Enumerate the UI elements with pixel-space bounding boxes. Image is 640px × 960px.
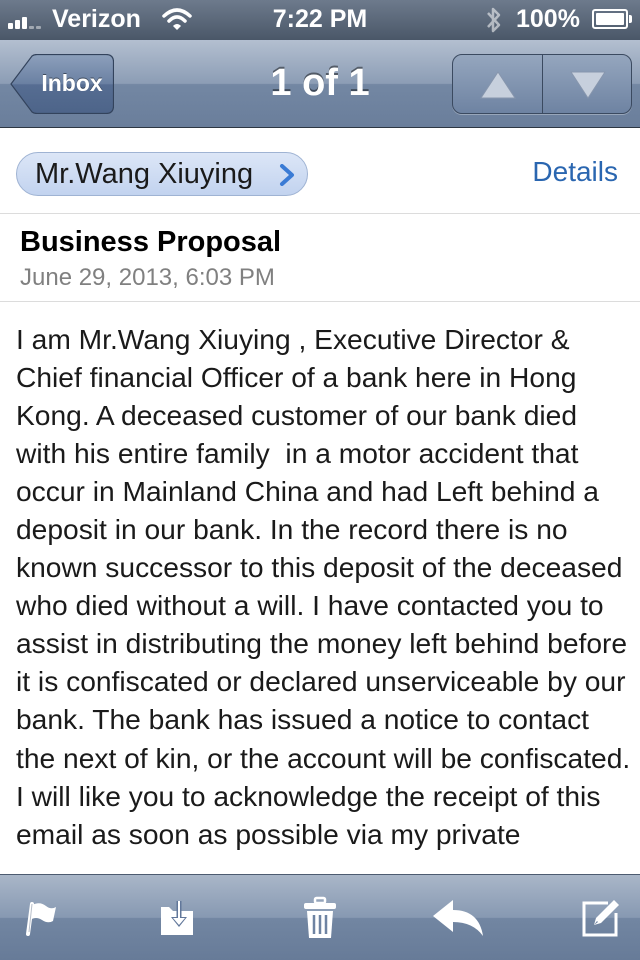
message-date: June 29, 2013, 6:03 PM — [20, 264, 275, 291]
sender-row — [0, 128, 640, 214]
reply-icon — [431, 898, 485, 938]
battery-icon — [592, 9, 632, 29]
trash-icon — [302, 896, 338, 940]
inbox-back-label: Inbox — [41, 70, 103, 96]
inbox-back-button[interactable] — [10, 54, 114, 114]
chevron-right-icon — [279, 164, 295, 186]
sender-name: Mr.Wang Xiuying — [35, 158, 254, 190]
prev-next-segmented-control — [452, 54, 632, 114]
next-message-button[interactable] — [543, 55, 632, 114]
status-time: 7:22 PM — [272, 5, 368, 33]
message-body-scroll[interactable] — [0, 302, 640, 874]
compose-button[interactable] — [560, 875, 640, 960]
message-body-text: I am Mr.Wang Xiuying , Executive Director & Chief financial Officer of a bank here in Hong Kong. A deceased customer of our bank died with his entire family in a motor accident that occur in Mainland China and had Left behind a deposit in our bank. In the record there is no known successor to this deposit of the deceased who died without a will. I have contacted you to assist in distributing the money left behind before it is confiscated or declared unserviceable by our bank. The bank has issued a notice to contact the next of kin, or the account will be confiscated. I will like you to acknowledge the receipt of this email as soon as possible via my private — [16, 323, 639, 850]
message-subject: Business Proposal — [20, 226, 282, 258]
reply-button[interactable] — [418, 875, 498, 960]
flag-icon — [20, 898, 60, 938]
previous-message-button[interactable] — [453, 55, 543, 114]
arrow-up-icon — [479, 70, 517, 100]
status-bar — [0, 0, 640, 40]
bluetooth-icon — [484, 4, 504, 43]
arrow-down-icon — [569, 70, 607, 100]
compose-icon — [578, 897, 622, 939]
navigation-bar — [0, 40, 640, 128]
delete-button[interactable] — [280, 875, 360, 960]
message-toolbar — [0, 874, 640, 960]
sender-contact-button[interactable] — [16, 152, 308, 196]
message-position-title: 1 of 1 — [270, 62, 370, 104]
move-to-folder-icon — [157, 897, 199, 939]
battery-percent: 100% — [516, 5, 580, 33]
carrier-name: Verizon — [52, 5, 141, 33]
move-to-folder-button[interactable] — [138, 875, 218, 960]
details-link[interactable]: Details — [532, 156, 618, 187]
flag-button[interactable] — [0, 875, 80, 960]
subject-block — [0, 214, 640, 302]
